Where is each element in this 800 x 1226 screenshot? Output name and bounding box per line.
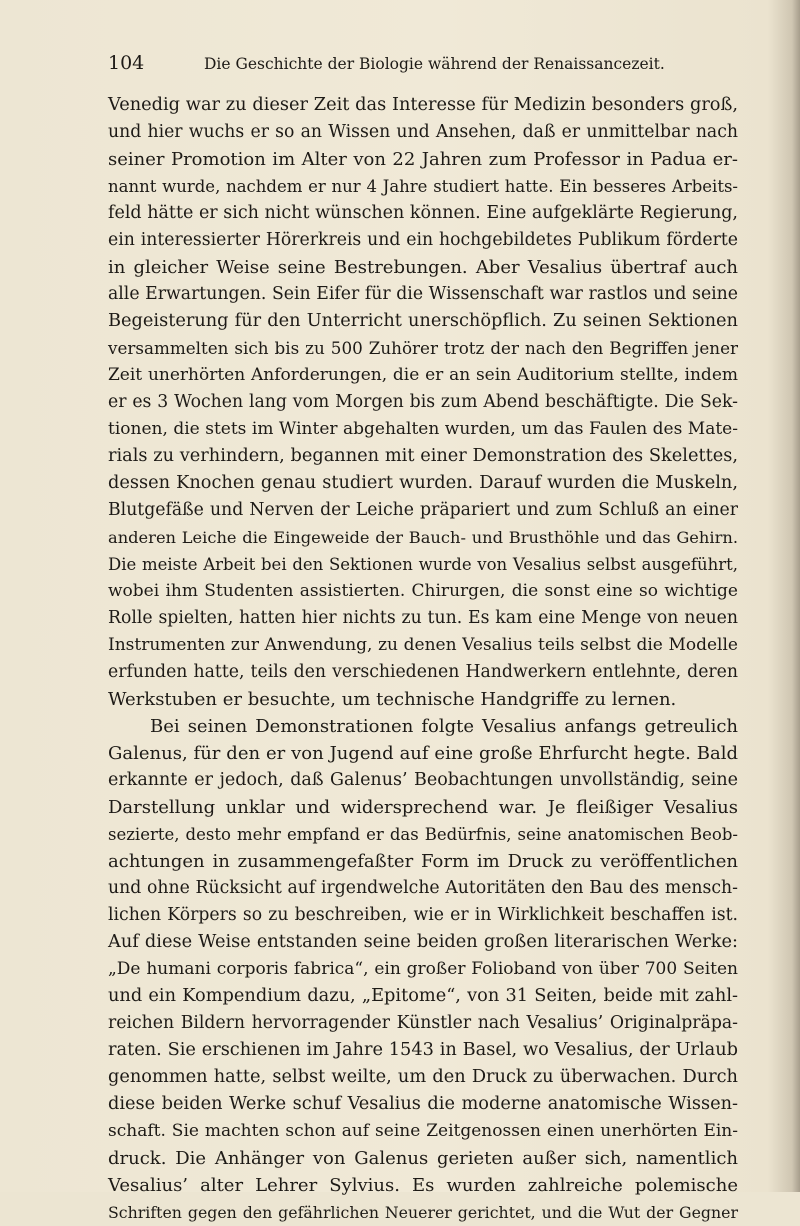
text-line: versammelten sich bis zu 500 Zuhörer trotz der nach den Begriffen jener bbox=[108, 338, 738, 358]
text-line: genommen hatte, selbst weilte, um den Druck zu überwachen. Durch bbox=[108, 1067, 738, 1087]
text-line: ein interessierter Hörerkreis und ein hochgebildetes Publikum förderte bbox=[108, 230, 738, 250]
text-line: wobei ihm Studenten assistierten. Chirurgen, die sonst eine so wichtige bbox=[108, 581, 738, 601]
text-line: Rolle spielten, hatten hier nichts zu tun. Es kam eine Menge von neuen bbox=[108, 608, 738, 628]
text-line: Schriften gegen den gefährlichen Neuerer gerichtet, und die Wut der Gegner bbox=[108, 1203, 738, 1222]
body-text bbox=[108, 92, 738, 1226]
text-line: tionen, die stets im Winter abgehalten wurden, um das Faulen des Mate- bbox=[108, 419, 738, 439]
text-line: Vesalius’ alter Lehrer Sylvius. Es wurden zahlreiche polemische bbox=[108, 1175, 738, 1196]
text-line: Galenus, für den er von Jugend auf eine große Ehrfurcht hegte. Bald bbox=[108, 743, 738, 764]
page-number: 104 bbox=[108, 52, 145, 74]
text-line: in gleicher Weise seine Bestrebungen. Aber Vesalius übertraf auch bbox=[108, 257, 738, 278]
text-line: alle Erwartungen. Sein Eifer für die Wissenschaft war rastlos und seine bbox=[108, 284, 738, 304]
text-line: Venedig war zu dieser Zeit das Interesse für Medizin besonders groß, bbox=[108, 95, 738, 115]
text-line: feld hätte er sich nicht wünschen können. Eine aufgeklärte Regierung, bbox=[108, 203, 738, 223]
text-line: Zeit unerhörten Anforderungen, die er an sein Auditorium stellte, indem bbox=[108, 365, 738, 385]
text-line: rials zu verhindern, begannen mit einer Demonstration des Skelettes, bbox=[108, 446, 738, 466]
text-line: erfunden hatte, teils den verschiedenen Handwerkern entlehnte, deren bbox=[108, 662, 738, 682]
text-line: „De humani corporis fabrica“, ein großer Folioband von über 700 Seiten bbox=[108, 959, 738, 979]
text-line: erkannte er jedoch, daß Galenus’ Beobachtungen unvollständig, seine bbox=[108, 770, 738, 790]
text-line: lichen Körpers so zu beschreiben, wie er in Wirklichkeit beschaffen ist. bbox=[108, 905, 738, 925]
text-line: und hier wuchs er so an Wissen und Ansehen, daß er unmittelbar nach bbox=[108, 122, 738, 142]
text-line: anderen Leiche die Eingeweide der Bauch- und Brusthöhle und das Gehirn. bbox=[108, 528, 738, 547]
running-title: Die Geschichte der Biologie während der Renaissancezeit. bbox=[204, 55, 665, 73]
page-header bbox=[108, 52, 738, 84]
text-line: Die meiste Arbeit bei den Sektionen wurde von Vesalius selbst ausgeführt, bbox=[108, 555, 738, 574]
text-line: druck. Die Anhänger von Galenus gerieten außer sich, namentlich bbox=[108, 1148, 738, 1169]
text-line: raten. Sie erschienen im Jahre 1543 in Basel, wo Vesalius, der Urlaub bbox=[108, 1040, 738, 1060]
text-line: diese beiden Werke schuf Vesalius die moderne anatomische Wissen- bbox=[108, 1094, 738, 1114]
text-line: Darstellung unklar und widersprechend war. Je fleißiger Vesalius bbox=[108, 797, 738, 818]
text-line: achtungen in zusammengefaßter Form im Druck zu veröffentlichen bbox=[108, 851, 738, 872]
text-line: Begeisterung für den Unterricht unerschöpflich. Zu seinen Sektionen bbox=[108, 311, 738, 331]
text-line: und ein Kompendium dazu, „Epitome“, von 31 Seiten, beide mit zahl- bbox=[108, 986, 738, 1006]
text-line: Instrumenten zur Anwendung, zu denen Vesalius teils selbst die Modelle bbox=[108, 635, 738, 655]
text-line: nannt wurde, nachdem er nur 4 Jahre studiert hatte. Ein besseres Arbeits- bbox=[108, 177, 738, 196]
text-line: und ohne Rücksicht auf irgendwelche Autoritäten den Bau des mensch- bbox=[108, 878, 738, 898]
text-line: schaft. Sie machten schon auf seine Zeitgenossen einen unerhörten Ein- bbox=[108, 1121, 738, 1141]
text-line: er es 3 Wochen lang vom Morgen bis zum Abend beschäftigte. Die Sek- bbox=[108, 392, 738, 412]
paragraph-end-line: Werkstuben er besuchte, um technische Handgriffe zu lernen. bbox=[108, 689, 677, 710]
text-line: Blutgefäße und Nerven der Leiche präpariert und zum Schluß an einer bbox=[108, 500, 738, 520]
text-line: sezierte, desto mehr empfand er das Bedürfnis, seine anatomischen Beob- bbox=[108, 825, 738, 844]
paragraph-start-line: Bei seinen Demonstrationen folgte Vesalius anfangs getreulich bbox=[150, 716, 738, 737]
text-line: seiner Promotion im Alter von 22 Jahren zum Professor in Padua er- bbox=[108, 149, 738, 170]
text-line: Auf diese Weise entstanden seine beiden großen literarischen Werke: bbox=[108, 932, 738, 952]
text-line: reichen Bildern hervorragender Künstler nach Vesalius’ Originalpräpa- bbox=[108, 1013, 738, 1033]
text-line: dessen Knochen genau studiert wurden. Darauf wurden die Muskeln, bbox=[108, 473, 738, 493]
